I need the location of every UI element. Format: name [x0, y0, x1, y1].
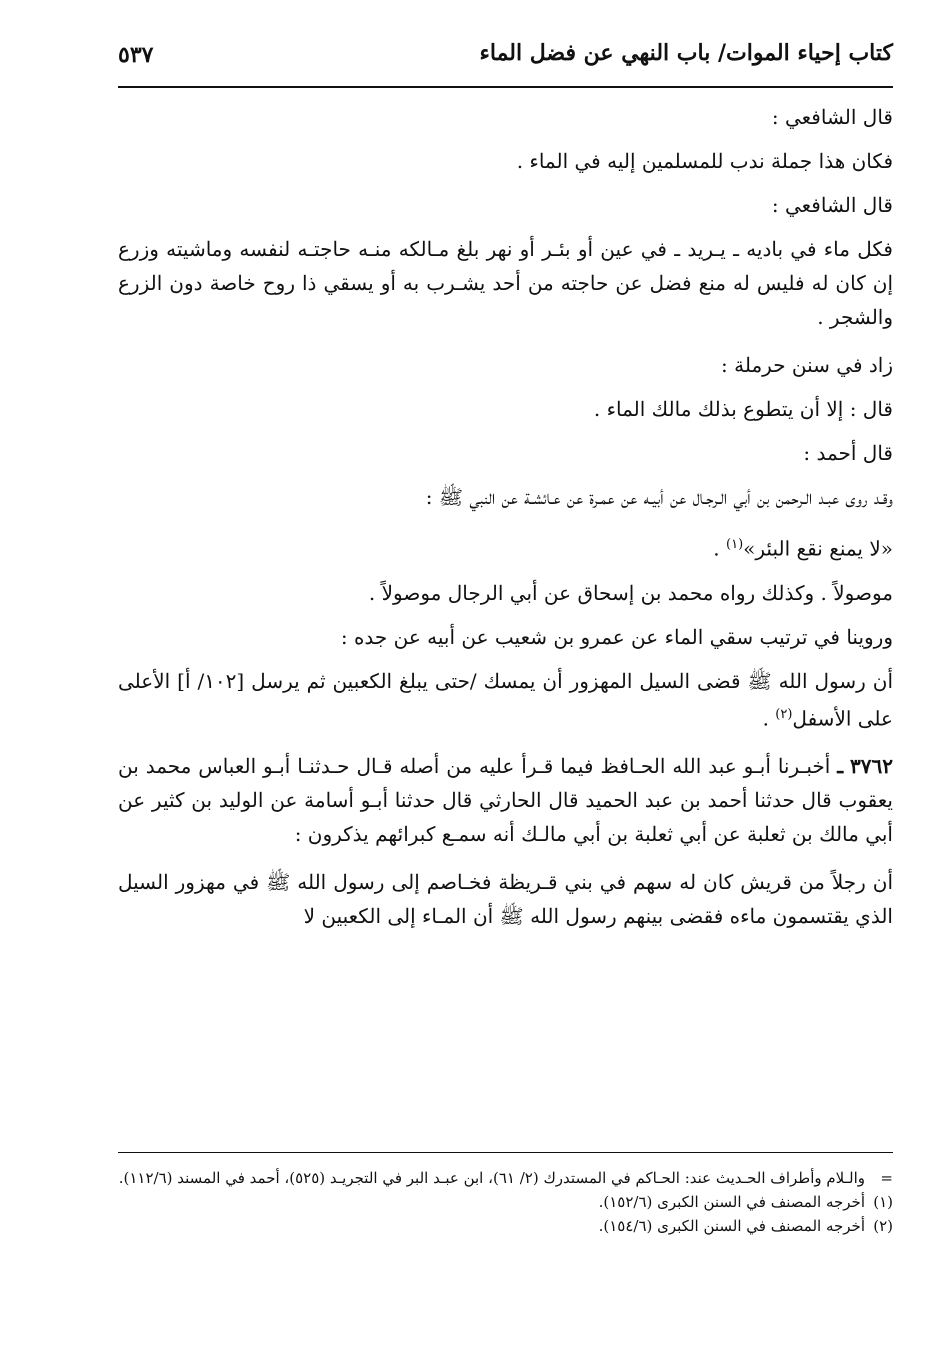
- period: .: [762, 706, 769, 731]
- paragraph: موصولاً . وكذلك رواه محمد بن إسحاق عن أبي الرجال موصولاً .: [368, 580, 893, 605]
- paragraph: أن رجلاً من قريش كان له سهم في بني قـريظة فخـاصم إلى رسول الله ﷺ في مهزور السيل الذي يقتسمون ماءه فقضى بينهم رسول الله ﷺ أن المـاء إلى الكعبين لا: [118, 870, 893, 929]
- footnote-marker: =: [880, 1169, 893, 1187]
- hadith-number: ٣٧٦٢: [850, 754, 894, 779]
- footnote-marker: (١): [873, 1193, 893, 1211]
- hadith-dash: ـ: [837, 754, 844, 779]
- hadith-entry: [118, 749, 893, 851]
- paragraph: قال : إلا أن يتطوع بذلك مالك الماء .: [593, 397, 893, 421]
- paragraph: فكل ماء في باديه ـ يـريد ـ في عين أو بئـر أو نهر بلغ مـالكه منـه حاجتـه لنفسه وماشيته وزرع إن كان له فليس له منع فضل عن حاجته من أحد يشـرب به أو يسقي ذا روح خاصة دون الزرع والشجر .: [118, 237, 893, 329]
- running-header: [118, 36, 893, 88]
- ruling-text: أن رسول الله ﷺ قضى السيل المهزور أن يمسك /حتى يبلغ الكعبين ثم يرسل [١٠٢/ أ] الأعلى على الأسفل: [118, 668, 894, 731]
- paragraph: زاد في سنن حرملة :: [721, 353, 893, 377]
- footnote-ref-2: (٢): [775, 706, 793, 722]
- paragraph: فكان هذا جملة ندب للمسلمين إليه في الماء .: [516, 149, 893, 173]
- footnote-text: أخرجه المصنف في السنن الكبرى (١٥٢/٦).: [598, 1193, 865, 1211]
- paragraph: قال أحمد :: [803, 441, 893, 465]
- paragraph: قال الشافعي :: [771, 105, 893, 129]
- period: .: [713, 536, 720, 561]
- main-text: [118, 100, 893, 947]
- paragraph: وقـد روى عبـد الـرحمن بن أبي الـرجـال عن أبيـه عن عمـرة عن عـائشـة عن النبي ﷺ :: [425, 485, 893, 509]
- footnote-item: [118, 1214, 893, 1238]
- hadith-quote: [118, 528, 893, 566]
- page-number: ٥٣٧: [118, 42, 154, 68]
- paragraph: قال الشافعي :: [771, 193, 893, 217]
- paragraph: وروينا في ترتيب سقي الماء عن عمرو بن شعيب عن أبيه عن جده :: [340, 624, 893, 649]
- running-title: كتاب إحياء الموات/ باب النهي عن فضل الماء: [479, 40, 893, 66]
- footnote-item: [118, 1166, 893, 1190]
- footnotes: [118, 1166, 893, 1238]
- isnad-text: أخبـرنا أبـو عبد الله الحـافظ فيما قـرأ عليه من أصله قـال حـدثنـا أبـو العباس محمد بن يعقوب قال حدثنا أحمد بن عبد الحميد قال الحارثي قال حدثنا أبـو أسامة عن الوليد بن كثير عن أبي مالك بن ثعلبة عن أبي ثعلبة بن أبي مالـك أنه سمـع كبرائهم يذكرون :: [118, 754, 893, 847]
- footnote-item: [118, 1190, 893, 1214]
- footnote-text: والـلام وأطراف الحـديث عند: الحـاكم في المستدرك (٢/ ٦١)، ابن عبـد البر في التجريـد (٥٢٥)، أحمد في المسند (١١٢/٦).: [118, 1169, 865, 1187]
- hadith-ruling: [118, 664, 893, 736]
- footnote-ref-1: (١): [726, 537, 744, 552]
- quote-text: «لا يمنع نقع البئر»: [743, 536, 893, 561]
- footnote-marker: (٢): [873, 1217, 893, 1235]
- footnote-text: أخرجه المصنف في السنن الكبرى (١٥٤/٦).: [598, 1217, 865, 1235]
- footnote-divider: [118, 1152, 893, 1153]
